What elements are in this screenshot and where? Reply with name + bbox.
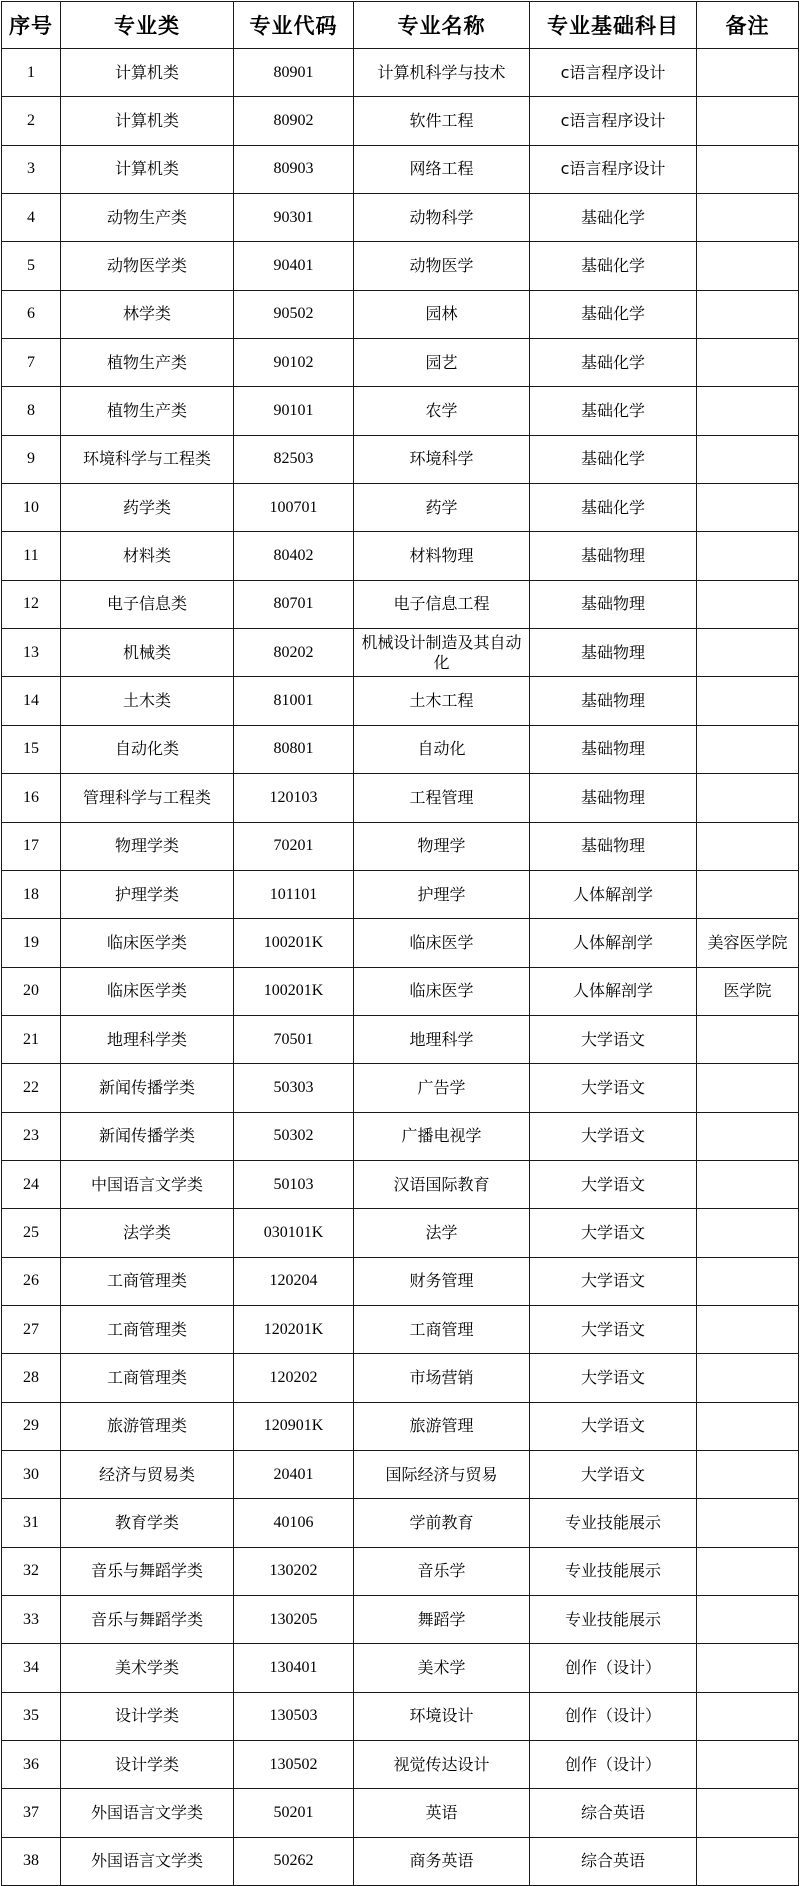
cell-category: 管理科学与工程类 [61,774,234,822]
cell-no: 22 [2,1064,61,1112]
cell-code: 120204 [234,1257,354,1305]
cell-no: 30 [2,1450,61,1498]
cell-major: 动物科学 [354,194,530,242]
cell-code: 101101 [234,870,354,918]
cell-subject: c语言程序设计 [530,49,697,97]
cell-major: 法学 [354,1209,530,1257]
cell-code: 80202 [234,629,354,677]
cell-no: 7 [2,339,61,387]
table-row [2,194,799,242]
cell-remark [697,532,799,580]
cell-category: 药学类 [61,484,234,532]
cell-category: 计算机类 [61,145,234,193]
cell-major: 临床医学 [354,919,530,967]
cell-remark [697,1547,799,1595]
header-major: 专业名称 [354,2,530,49]
table-body [2,49,799,1886]
table-row [2,774,799,822]
header-subject: 专业基础科目 [530,2,697,49]
table-row [2,49,799,97]
cell-subject: 基础化学 [530,435,697,483]
cell-major: 药学 [354,484,530,532]
cell-remark [697,484,799,532]
table-row [2,1692,799,1740]
table-row [2,242,799,290]
table-row [2,1644,799,1692]
cell-subject: 基础物理 [530,774,697,822]
cell-remark [697,387,799,435]
cell-major: 物理学 [354,822,530,870]
cell-subject: 基础化学 [530,194,697,242]
table-row [2,822,799,870]
cell-category: 林学类 [61,290,234,338]
cell-remark [697,194,799,242]
table-row [2,967,799,1015]
cell-category: 植物生产类 [61,387,234,435]
cell-major: 园林 [354,290,530,338]
cell-remark [697,145,799,193]
cell-code: 120103 [234,774,354,822]
cell-code: 90101 [234,387,354,435]
cell-code: 40106 [234,1499,354,1547]
cell-category: 物理学类 [61,822,234,870]
cell-subject: 大学语文 [530,1257,697,1305]
cell-remark [697,677,799,725]
cell-remark: 美容医学院 [697,919,799,967]
cell-category: 设计学类 [61,1692,234,1740]
cell-subject: 基础物理 [530,629,697,677]
cell-subject: 创作（设计） [530,1741,697,1789]
cell-major: 英语 [354,1789,530,1837]
cell-code: 50302 [234,1112,354,1160]
cell-remark [697,1112,799,1160]
cell-remark [697,1644,799,1692]
cell-subject: 基础化学 [530,339,697,387]
cell-no: 27 [2,1305,61,1353]
cell-category: 计算机类 [61,49,234,97]
cell-code: 81001 [234,677,354,725]
cell-subject: 大学语文 [530,1064,697,1112]
cell-subject: 综合英语 [530,1837,697,1885]
cell-category: 新闻传播学类 [61,1112,234,1160]
cell-code: 90502 [234,290,354,338]
cell-no: 31 [2,1499,61,1547]
table-row [2,1741,799,1789]
cell-subject: 大学语文 [530,1450,697,1498]
cell-major: 地理科学 [354,1015,530,1063]
cell-remark [697,629,799,677]
cell-remark [697,1499,799,1547]
cell-no: 19 [2,919,61,967]
cell-no: 8 [2,387,61,435]
cell-no: 5 [2,242,61,290]
cell-category: 机械类 [61,629,234,677]
cell-subject: 大学语文 [530,1354,697,1402]
cell-no: 37 [2,1789,61,1837]
cell-code: 80701 [234,580,354,628]
cell-category: 动物医学类 [61,242,234,290]
table-row [2,1305,799,1353]
cell-major: 计算机科学与技术 [354,49,530,97]
cell-code: 100201K [234,919,354,967]
cell-no: 2 [2,97,61,145]
cell-major: 农学 [354,387,530,435]
cell-subject: 人体解剖学 [530,919,697,967]
cell-no: 16 [2,774,61,822]
cell-remark: 医学院 [697,967,799,1015]
cell-subject: 大学语文 [530,1112,697,1160]
cell-code: 120901K [234,1402,354,1450]
cell-major: 自动化 [354,725,530,773]
cell-category: 音乐与舞蹈学类 [61,1547,234,1595]
cell-category: 计算机类 [61,97,234,145]
table-row [2,1015,799,1063]
cell-remark [697,1160,799,1208]
table-row [2,97,799,145]
cell-category: 工商管理类 [61,1305,234,1353]
cell-code: 130503 [234,1692,354,1740]
cell-major: 环境科学 [354,435,530,483]
cell-major: 机械设计制造及其自动化 [354,629,530,677]
cell-category: 土木类 [61,677,234,725]
table-row [2,677,799,725]
cell-no: 11 [2,532,61,580]
cell-subject: 创作（设计） [530,1644,697,1692]
cell-category: 环境科学与工程类 [61,435,234,483]
cell-no: 4 [2,194,61,242]
cell-major: 广告学 [354,1064,530,1112]
cell-remark [697,1402,799,1450]
cell-remark [697,580,799,628]
cell-subject: 基础物理 [530,580,697,628]
header-row [2,2,799,49]
cell-code: 50262 [234,1837,354,1885]
cell-code: 030101K [234,1209,354,1257]
cell-code: 90401 [234,242,354,290]
cell-category: 工商管理类 [61,1257,234,1305]
cell-code: 120201K [234,1305,354,1353]
table-header [2,2,799,49]
cell-major: 汉语国际教育 [354,1160,530,1208]
cell-remark [697,49,799,97]
major-subject-table [1,1,799,1886]
cell-category: 外国语言文学类 [61,1837,234,1885]
cell-code: 20401 [234,1450,354,1498]
cell-category: 植物生产类 [61,339,234,387]
cell-no: 3 [2,145,61,193]
cell-code: 90102 [234,339,354,387]
cell-category: 旅游管理类 [61,1402,234,1450]
header-category: 专业类 [61,2,234,49]
cell-no: 32 [2,1547,61,1595]
table-row [2,1596,799,1644]
table-row [2,629,799,677]
cell-remark [697,339,799,387]
cell-no: 13 [2,629,61,677]
cell-code: 80801 [234,725,354,773]
cell-remark [697,822,799,870]
cell-no: 36 [2,1741,61,1789]
cell-code: 130502 [234,1741,354,1789]
cell-major: 舞蹈学 [354,1596,530,1644]
cell-code: 130205 [234,1596,354,1644]
cell-remark [697,1015,799,1063]
table-row [2,580,799,628]
cell-major: 工商管理 [354,1305,530,1353]
table-row [2,484,799,532]
cell-code: 82503 [234,435,354,483]
cell-subject: 专业技能展示 [530,1596,697,1644]
cell-subject: 基础化学 [530,484,697,532]
table-row [2,870,799,918]
cell-no: 10 [2,484,61,532]
cell-remark [697,1257,799,1305]
cell-code: 50201 [234,1789,354,1837]
cell-subject: 专业技能展示 [530,1547,697,1595]
cell-remark [697,290,799,338]
table-row [2,1257,799,1305]
cell-category: 工商管理类 [61,1354,234,1402]
cell-no: 33 [2,1596,61,1644]
cell-no: 15 [2,725,61,773]
cell-major: 视觉传达设计 [354,1741,530,1789]
header-remark: 备注 [697,2,799,49]
cell-category: 护理学类 [61,870,234,918]
cell-subject: 大学语文 [530,1160,697,1208]
cell-no: 24 [2,1160,61,1208]
cell-major: 广播电视学 [354,1112,530,1160]
header-code: 专业代码 [234,2,354,49]
cell-subject: 大学语文 [530,1402,697,1450]
cell-remark [697,1741,799,1789]
cell-remark [697,1450,799,1498]
cell-category: 材料类 [61,532,234,580]
header-no: 序号 [2,2,61,49]
cell-remark [697,1837,799,1885]
cell-remark [697,1354,799,1402]
cell-subject: 大学语文 [530,1015,697,1063]
cell-subject: 基础化学 [530,242,697,290]
cell-major: 网络工程 [354,145,530,193]
cell-no: 9 [2,435,61,483]
cell-no: 28 [2,1354,61,1402]
table-row [2,1064,799,1112]
cell-category: 经济与贸易类 [61,1450,234,1498]
cell-code: 100701 [234,484,354,532]
cell-major: 学前教育 [354,1499,530,1547]
cell-subject: 大学语文 [530,1305,697,1353]
cell-major: 旅游管理 [354,1402,530,1450]
cell-remark [697,725,799,773]
cell-subject: 人体解剖学 [530,870,697,918]
cell-major: 土木工程 [354,677,530,725]
cell-remark [697,97,799,145]
cell-code: 130202 [234,1547,354,1595]
cell-no: 17 [2,822,61,870]
table-row [2,1160,799,1208]
cell-code: 80903 [234,145,354,193]
table-row [2,1837,799,1885]
table-row [2,1789,799,1837]
cell-category: 地理科学类 [61,1015,234,1063]
cell-code: 90301 [234,194,354,242]
cell-major: 电子信息工程 [354,580,530,628]
cell-category: 电子信息类 [61,580,234,628]
cell-remark [697,1692,799,1740]
table-row [2,435,799,483]
cell-code: 120202 [234,1354,354,1402]
cell-category: 音乐与舞蹈学类 [61,1596,234,1644]
cell-remark [697,435,799,483]
cell-code: 80402 [234,532,354,580]
cell-subject: 综合英语 [530,1789,697,1837]
cell-major: 临床医学 [354,967,530,1015]
cell-remark [697,774,799,822]
cell-remark [697,1064,799,1112]
cell-code: 70201 [234,822,354,870]
cell-subject: 基础物理 [530,677,697,725]
table-row [2,1547,799,1595]
table-row [2,1402,799,1450]
cell-subject: 基础化学 [530,290,697,338]
cell-category: 中国语言文学类 [61,1160,234,1208]
cell-major: 环境设计 [354,1692,530,1740]
table-row [2,387,799,435]
cell-major: 商务英语 [354,1837,530,1885]
cell-major: 材料物理 [354,532,530,580]
cell-major: 财务管理 [354,1257,530,1305]
table-row [2,1209,799,1257]
cell-major: 园艺 [354,339,530,387]
cell-no: 18 [2,870,61,918]
cell-subject: 基础化学 [530,387,697,435]
cell-no: 6 [2,290,61,338]
table-row [2,725,799,773]
cell-code: 80902 [234,97,354,145]
cell-major: 动物医学 [354,242,530,290]
cell-category: 自动化类 [61,725,234,773]
cell-remark [697,1789,799,1837]
cell-category: 临床医学类 [61,919,234,967]
cell-major: 护理学 [354,870,530,918]
cell-subject: c语言程序设计 [530,145,697,193]
cell-subject: 创作（设计） [530,1692,697,1740]
cell-no: 35 [2,1692,61,1740]
cell-remark [697,1596,799,1644]
cell-no: 23 [2,1112,61,1160]
table-row [2,145,799,193]
cell-major: 工程管理 [354,774,530,822]
cell-code: 50303 [234,1064,354,1112]
cell-code: 80901 [234,49,354,97]
cell-code: 130401 [234,1644,354,1692]
cell-category: 外国语言文学类 [61,1789,234,1837]
cell-remark [697,242,799,290]
cell-code: 50103 [234,1160,354,1208]
cell-major: 美术学 [354,1644,530,1692]
cell-no: 1 [2,49,61,97]
cell-no: 34 [2,1644,61,1692]
cell-subject: 基础物理 [530,532,697,580]
cell-major: 音乐学 [354,1547,530,1595]
table-row [2,339,799,387]
cell-no: 38 [2,1837,61,1885]
cell-category: 美术学类 [61,1644,234,1692]
cell-subject: 基础物理 [530,822,697,870]
cell-no: 26 [2,1257,61,1305]
cell-major: 软件工程 [354,97,530,145]
cell-category: 临床医学类 [61,967,234,1015]
table-row [2,1450,799,1498]
table-row [2,919,799,967]
cell-category: 教育学类 [61,1499,234,1547]
cell-major: 国际经济与贸易 [354,1450,530,1498]
cell-remark [697,1209,799,1257]
table-row [2,1112,799,1160]
cell-subject: 专业技能展示 [530,1499,697,1547]
cell-category: 动物生产类 [61,194,234,242]
cell-subject: 基础物理 [530,725,697,773]
table-row [2,290,799,338]
cell-category: 设计学类 [61,1741,234,1789]
cell-no: 12 [2,580,61,628]
cell-remark [697,870,799,918]
cell-no: 25 [2,1209,61,1257]
table-row [2,1499,799,1547]
cell-no: 14 [2,677,61,725]
cell-subject: 人体解剖学 [530,967,697,1015]
cell-no: 20 [2,967,61,1015]
table-row [2,1354,799,1402]
cell-category: 新闻传播学类 [61,1064,234,1112]
cell-remark [697,1305,799,1353]
cell-no: 29 [2,1402,61,1450]
table-row [2,532,799,580]
cell-no: 21 [2,1015,61,1063]
cell-category: 法学类 [61,1209,234,1257]
cell-major: 市场营销 [354,1354,530,1402]
cell-subject: c语言程序设计 [530,97,697,145]
cell-code: 100201K [234,967,354,1015]
cell-subject: 大学语文 [530,1209,697,1257]
cell-code: 70501 [234,1015,354,1063]
